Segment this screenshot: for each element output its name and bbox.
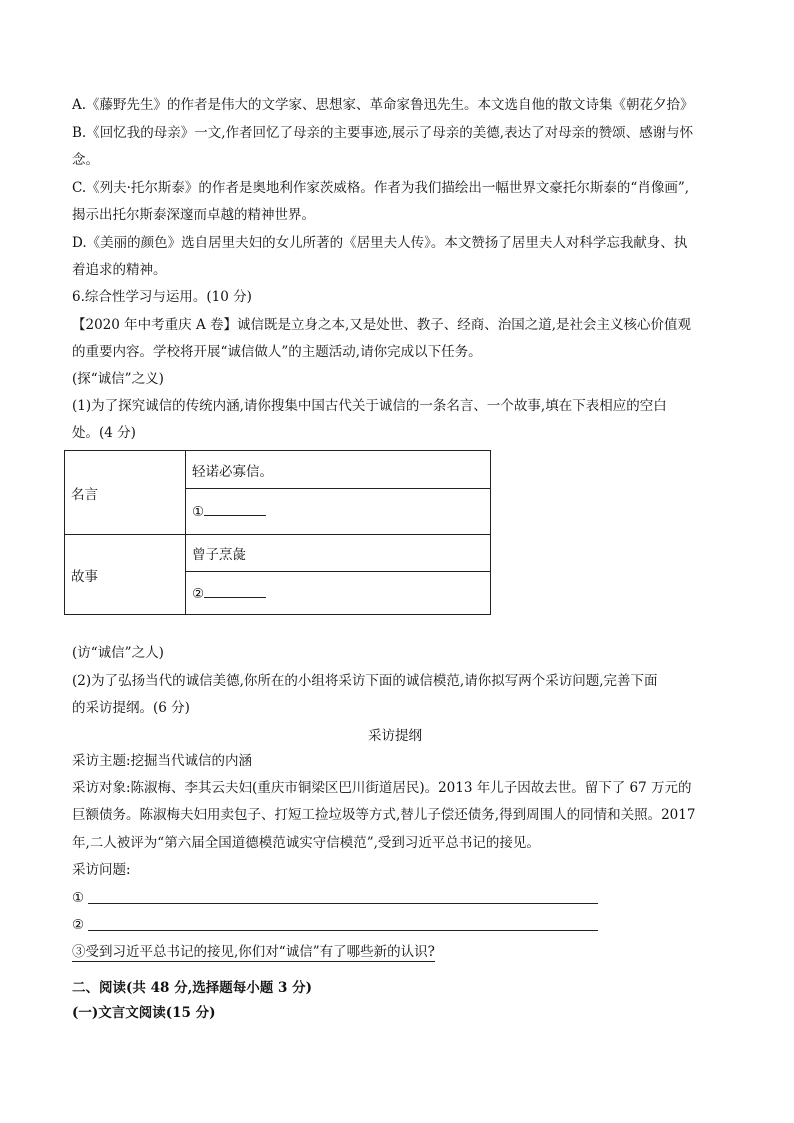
question-3-text: ③受到习近平总书记的接见,你们对“诚信”有了哪些新的认识? <box>72 944 435 960</box>
story-label: 故事 <box>65 535 186 615</box>
question-2-marker: ② <box>72 917 85 933</box>
answer-table <box>64 450 491 615</box>
blank-2-line <box>204 585 266 598</box>
quote-label: 名言 <box>65 451 186 535</box>
outline-title: 采访提纲 <box>368 728 422 744</box>
question-6-intro-line1: 【2020 年中考重庆 A 卷】诚信既是立身之本,又是处世、教子、经商、治国之道,是社会主义核心价值观 <box>72 317 692 333</box>
interview-target-line2: 巨额债务。陈淑梅夫妇用卖包子、打短工捡垃圾等方式,替儿子偿还债务,得到周围人的同情和关照。2017 <box>72 807 696 823</box>
task-1-line1: (1)为了探究诚信的传统内涵,请你搜集中国古代关于诚信的一条名言、一个故事,填在下表相应的空白 <box>72 398 667 414</box>
option-b-line1: B.《回忆我的母亲》一文,作者回忆了母亲的主要事迹,展示了母亲的美德,表达了对母亲的赞颂、感谢与怀 <box>72 125 694 141</box>
question-1-marker: ① <box>72 890 85 906</box>
question-6-title: 6.综合性学习与运用。(10 分) <box>72 289 252 305</box>
blank-1-line <box>204 503 266 516</box>
blank-1-marker: ① <box>192 504 205 520</box>
question-6-intro-line2: 的重要内容。学校将开展“诚信做人”的主题活动,请你完成以下任务。 <box>72 344 482 360</box>
story-blank-cell[interactable] <box>186 572 491 615</box>
option-b-line2: 念。 <box>72 152 99 168</box>
interview-target-line3: 年,二人被评为“第六届全国道德模范诚实守信模范”,受到习近平总书记的接见。 <box>72 835 540 851</box>
question-2-answer-line[interactable] <box>88 930 598 931</box>
interview-target-line1: 采访对象:陈淑梅、李其云夫妇(重庆市铜梁区巴川街道居民)。2013 年儿子因故去世。留下了 67 万元的 <box>72 780 692 796</box>
questions-label: 采访问题: <box>72 862 131 878</box>
question-3 <box>72 943 435 962</box>
task-2-line2: 的采访提纲。(6 分) <box>72 700 190 716</box>
task-2-line1: (2)为了弘扬当代的诚信美德,你所在的小组将采访下面的诚信模范,请你拟写两个采访问题,完善下面 <box>72 673 658 689</box>
section-visit-heading: (访“诚信”之人) <box>72 645 164 661</box>
interview-theme: 采访主题:挖掘当代诚信的内涵 <box>72 753 253 769</box>
option-d-line2: 着追求的精神。 <box>72 262 167 278</box>
quote-blank-cell[interactable] <box>186 489 491 535</box>
section-2-sub-heading: (一)文言文阅读(15 分) <box>72 1005 216 1021</box>
section-explore-heading: (探“诚信”之义) <box>72 371 164 387</box>
task-1-line2: 处。(4 分) <box>72 425 136 441</box>
section-2-heading: 二、阅读(共 48 分,选择题每小题 3 分) <box>72 980 312 996</box>
quote-given: 轻诺必寡信。 <box>186 451 491 489</box>
question-1-answer-line[interactable] <box>88 903 598 904</box>
blank-2-marker: ② <box>192 585 205 602</box>
option-d-line1: D.《美丽的颜色》选自居里夫妇的女儿所著的《居里夫人传》。本文赞扬了居里夫人对科学忘我献身、执 <box>72 235 688 251</box>
option-a: A.《藤野先生》的作者是伟大的文学家、思想家、革命家鲁迅先生。本文选自他的散文诗集《朝花夕拾》 <box>72 97 694 113</box>
story-given: 曾子烹彘 <box>186 535 491 572</box>
option-c-line1: C.《列夫·托尔斯泰》的作者是奥地利作家茨威格。作者为我们描绘出一幅世界文豪托尔斯泰的“肖像画”, <box>72 180 690 196</box>
option-c-line2: 揭示出托尔斯泰深邃而卓越的精神世界。 <box>72 207 315 223</box>
